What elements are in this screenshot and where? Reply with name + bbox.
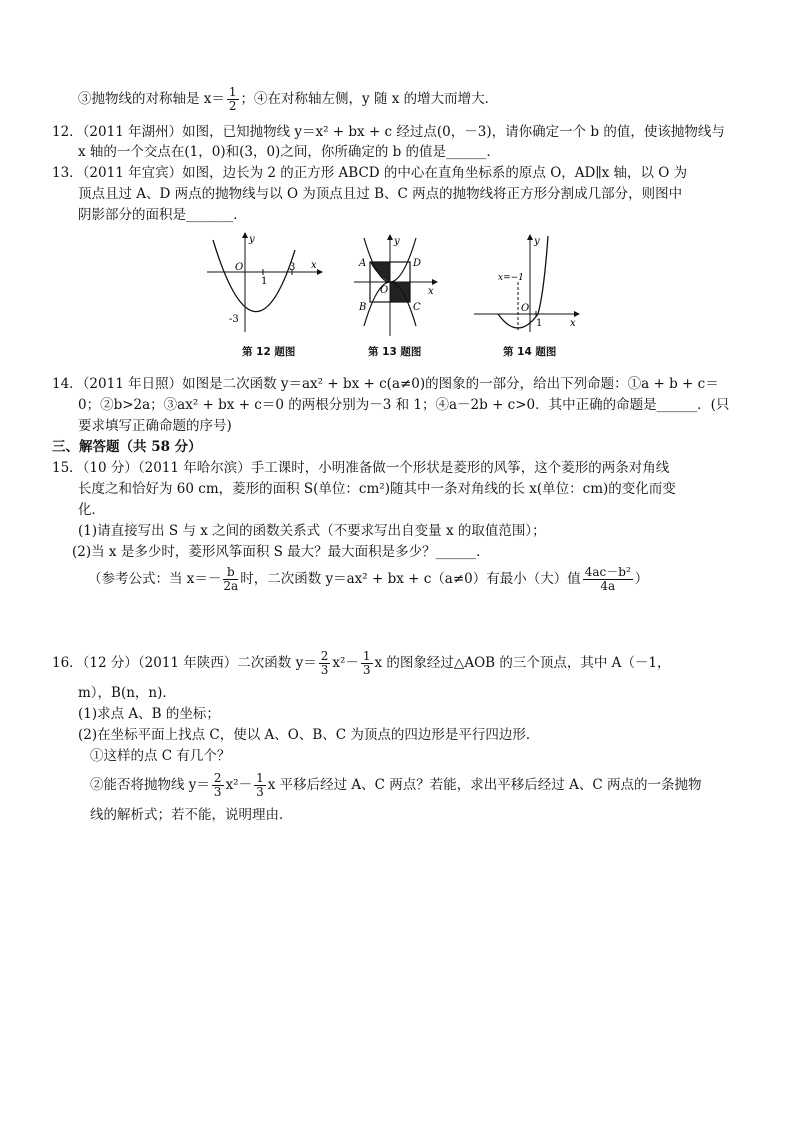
ref-prefix: （参考公式：当 x＝－ <box>88 571 222 587</box>
fig13-label-b: B <box>359 302 367 313</box>
q16-sub2-suffix: x 平移后经过 A、C 两点？若能，求出平移后经过 A、C 两点的一条抛物 <box>267 777 702 793</box>
ref-end: ） <box>634 571 649 587</box>
fig12-label-y: y <box>249 234 255 245</box>
fig14-x-arrow-icon <box>574 311 580 317</box>
fig13-label-y: y <box>394 236 400 247</box>
q11-part4-text: ；④在对称轴左侧，y 随 x 的增大而增大． <box>240 91 499 107</box>
fig13-label-o: O <box>380 285 389 296</box>
fig13-x-arrow-icon <box>432 279 438 285</box>
frac-den: 3 <box>362 663 371 677</box>
q16-part1: (1)求点 A、B 的坐标； <box>78 706 220 722</box>
q15-line3: 化． <box>78 502 105 518</box>
fig12-label-neg3: -3 <box>229 314 239 325</box>
q15-part2: (2)当 x 是多少时，菱形风筝面积 S 最大？最大面积是多少？______． <box>72 544 490 560</box>
frac-num: b <box>223 566 238 580</box>
q11-part3-4 <box>78 86 498 113</box>
ref-fraction-1 <box>223 566 238 593</box>
q16-sub2-prefix: ②能否将抛物线 y＝ <box>90 777 210 793</box>
axis-fraction <box>227 86 239 113</box>
q14-line2: 0；②b>2a；③ax² + bx + c＝0 的两根分别为－3 和 1；④a－2b + c>0．其中正确的命题是______．(只 <box>78 397 730 413</box>
q16-coef-1 <box>319 650 331 677</box>
q16-sub2-mid: x²－ <box>225 777 253 793</box>
fig13-label-x: x <box>428 286 434 297</box>
frac-num: 2 <box>213 771 222 785</box>
frac-den: 2a <box>223 579 239 593</box>
q14-line3: 要求填写正确命题的序号) <box>78 418 232 434</box>
fig13-y-arrow-icon <box>387 234 393 240</box>
frac-den: 2 <box>228 99 237 113</box>
q16-sub2-coef-1 <box>212 772 224 799</box>
q16-prefix: 16．（12 分）（2011 年陕西）二次函数 y＝ <box>52 655 317 671</box>
fig14-label-o: O <box>521 303 530 314</box>
fig12-x-arrow-icon <box>317 269 323 275</box>
q15-part1: (1)请直接写出 S 与 x 之间的函数关系式（不要求写出自变量 x 的取值范围）； <box>78 523 546 539</box>
fig13-label-d: D <box>413 258 422 269</box>
fig12-label-1: 1 <box>261 276 268 287</box>
fig13-shade-top-left-2 <box>370 262 390 282</box>
ref-fraction-2 <box>583 566 633 593</box>
fig14-label-x: x <box>570 318 576 329</box>
fig14-caption: 第 14 题图 <box>503 346 557 358</box>
figure-14 <box>470 232 582 334</box>
q16-coef-2 <box>361 650 373 677</box>
q12-line1: 12．（2011 年湖州）如图，已知抛物线 y＝x² + bx + c 经过点(0，－3)，请你确定一个 b 的值，使该抛物线与 <box>52 124 725 140</box>
q15-reference-formula <box>88 566 648 593</box>
frac-den: 3 <box>256 785 264 799</box>
fig12-y-arrow-icon <box>242 232 248 238</box>
frac-num: 1 <box>228 85 237 99</box>
frac-num: 1 <box>362 649 371 663</box>
fig14-label-y: y <box>534 236 540 247</box>
q16-sub2-line2: 线的解析式；若不能，说明理由． <box>90 807 293 823</box>
fig12-parabola <box>213 240 295 312</box>
figure-12 <box>205 232 323 334</box>
q12-line2: x 轴的一个交点在(1，0)和(3，0)之间，你所确定的 b 的值是______． <box>78 144 501 160</box>
q16-line1 <box>52 650 670 677</box>
section-3-title: 三、解答题（共 58 分） <box>52 439 202 455</box>
fig14-label-1: 1 <box>536 318 543 329</box>
fig14-y-arrow-icon <box>527 234 533 240</box>
frac-num: 4ac－b² <box>584 565 631 579</box>
q16-part2: (2)在坐标平面上找点 C，使以 A、O、B、C 为顶点的四边形是平行四边形． <box>78 727 540 743</box>
fig12-label-3: 3 <box>289 262 296 273</box>
q16-mid: x²－ <box>332 655 359 671</box>
q13-line2: 顶点且过 A、D 两点的抛物线与以 O 为顶点且过 B、C 两点的抛物线将正方形分割成几部分，则图中 <box>78 186 683 202</box>
fig12-caption: 第 12 题图 <box>242 346 296 358</box>
frac-num: 1 <box>256 771 264 785</box>
fig14-label-axis: x=−1 <box>498 273 524 283</box>
fig12-label-x: x <box>311 260 317 271</box>
q16-suffix: x 的图象经过△AOB 的三个顶点，其中 A（－1， <box>374 655 671 671</box>
q15-line1: 15．（10 分）（2011 年哈尔滨）手工课时，小明准备做一个形状是菱形的风筝，这个菱形的两条对角线 <box>52 460 670 476</box>
q11-part3-text: ③抛物线的对称轴是 x＝ <box>78 91 225 107</box>
q16-sub2 <box>90 772 701 799</box>
q16-sub2-coef-2 <box>254 772 266 799</box>
q16-line2: m），B(n，n)． <box>78 685 176 701</box>
fig13-label-c: C <box>413 302 421 313</box>
fig13-label-a: A <box>359 258 367 269</box>
fig13-caption: 第 13 题图 <box>368 346 422 358</box>
frac-den: 3 <box>213 785 222 799</box>
fig13-top-right-blank <box>390 262 410 282</box>
frac-den: 3 <box>320 663 329 677</box>
q13-line1: 13．（2011 年宜宾）如图，边长为 2 的正方形 ABCD 的中心在直角坐标系的原点 O，AD∥x 轴，以 O 为 <box>52 165 688 181</box>
ref-mid: 时，二次函数 y＝ax² + bx + c（a≠0）有最小（大）值 <box>240 571 581 587</box>
q14-line1: 14．（2011 年日照）如图是二次函数 y＝ax² + bx + c(a≠0)的图象的一部分，给出下列命题：①a + b + c＝ <box>52 376 719 392</box>
fig12-label-o: O <box>235 262 244 273</box>
q15-line2: 长度之和恰好为 60 cm，菱形的面积 S(单位：cm²)随其中一条对角线的长 x(单位：cm)的变化而变 <box>78 481 676 497</box>
figure-13 <box>350 232 440 340</box>
frac-den: 4a <box>600 579 616 593</box>
frac-num: 2 <box>320 649 329 663</box>
q13-line3: 阴影部分的面积是_______． <box>78 207 247 223</box>
q16-sub1: ①这样的点 C 有几个？ <box>90 748 231 764</box>
